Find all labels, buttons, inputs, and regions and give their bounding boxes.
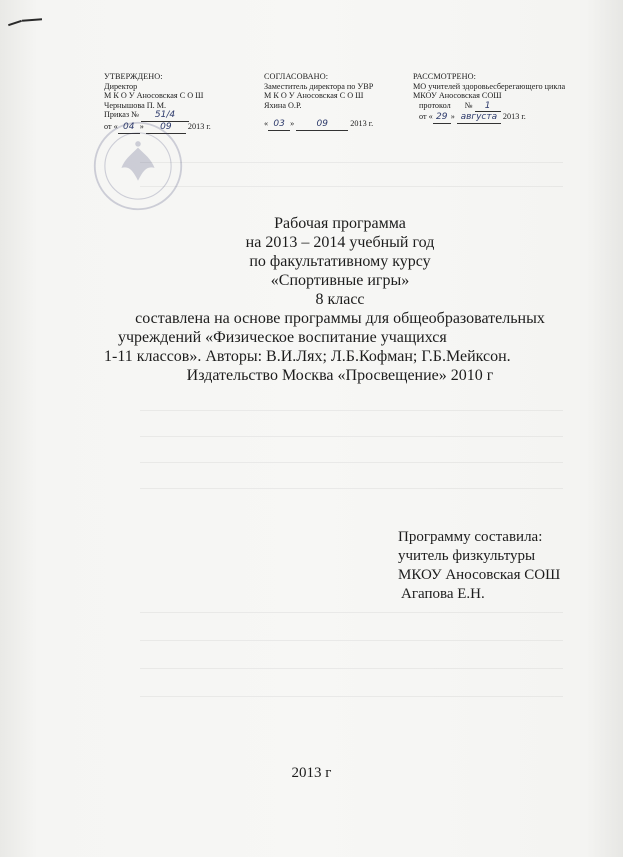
title-line: 8 класс	[315, 291, 365, 308]
approved-order: Приказ № 51/4	[104, 110, 211, 122]
approved-heading: УТВЕРЖДЕНО:	[104, 72, 163, 81]
author-line: Агапова Е.Н.	[401, 586, 485, 602]
approved-line: Чернышова П. М.	[104, 100, 167, 110]
official-seal-icon	[92, 120, 184, 212]
author-line: МКОУ Аносовская СОШ	[398, 567, 561, 583]
reviewed-heading: РАССМОТРЕНО:	[413, 72, 476, 81]
reviewed-date: от « 29 » августа 2013 г.	[419, 112, 526, 123]
title-line: учреждений «Физическое воспитание учащихся	[118, 329, 447, 346]
reviewed-line: МО учителей здоровьесберегающего цикла	[413, 81, 566, 91]
approved-date: от « 04 » 09 2013 г.	[104, 121, 211, 132]
document-year: 2013 г	[291, 765, 332, 781]
reviewed-block	[413, 72, 565, 124]
agreed-line: Яхина О.Р.	[264, 100, 302, 110]
approved-line: М К О У Аносовская С О Ш	[104, 91, 204, 101]
reviewed-line: МКОУ Аносовская СОШ	[413, 91, 502, 101]
title-line: «Спортивные игры»	[270, 272, 410, 289]
pen-mark	[22, 18, 42, 21]
agreed-date: « 03 » 09 2013 г.	[264, 119, 374, 130]
protocol-number: 1	[475, 102, 501, 113]
agreed-heading: СОГЛАСОВАНО:	[264, 72, 329, 81]
author-line: Программу составила:	[398, 529, 543, 545]
reviewed-protocol: протокол № 1	[413, 101, 565, 113]
author-line: учитель физкультуры	[398, 548, 536, 564]
program-title-block	[100, 214, 580, 385]
title-line: составлена на основе программы для общеобразовательных	[135, 310, 545, 327]
title-line: Издательство Москва «Просвещение» 2010 г	[186, 367, 494, 384]
title-line: 1-11 классов». Авторы: В.И.Лях; Л.Б.Кофман; Г.Б.Мейксон.	[104, 348, 511, 365]
agreed-line: Заместитель директора по УВР	[264, 81, 374, 91]
agreed-line: М К О У Аносовская С О Ш	[264, 91, 364, 101]
title-line: Рабочая программа	[274, 215, 406, 232]
title-line: по факультативному курсу	[249, 253, 431, 270]
order-number: 51/4	[141, 111, 189, 122]
agreed-block	[264, 72, 373, 131]
author-block	[398, 528, 560, 604]
pen-mark	[8, 20, 22, 26]
title-line: на 2013 – 2014 учебный год	[245, 234, 435, 251]
approved-line: Директор	[104, 81, 138, 91]
